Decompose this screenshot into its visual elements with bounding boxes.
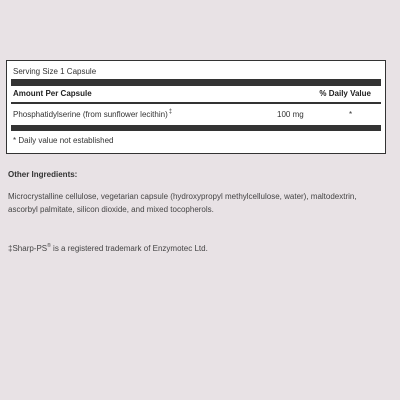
registered-mark: ®	[47, 243, 51, 249]
divider-thick-top	[11, 79, 381, 86]
amount-per-capsule-label: Amount Per Capsule	[13, 89, 92, 98]
divider-thin	[11, 102, 381, 104]
ingredient-name-text: Phosphatidylserine (from sunflower lecithin)	[13, 110, 168, 119]
supplement-facts-panel	[6, 60, 386, 154]
daily-value-label: % Daily Value	[319, 89, 371, 98]
ingredient-name	[13, 110, 172, 119]
other-ingredients-text: Microcrystalline cellulose, vegetarian capsule (hydroxypropyl methylcellulose, water), maltodextrin, ascorbyl palmitate, silicon dioxide, and mixed tocopherols.	[8, 192, 357, 214]
trademark-text: is a registered trademark of Enzymotec Ltd.	[50, 244, 208, 253]
other-ingredients-heading: Other Ingredients:	[8, 170, 78, 179]
serving-size: Serving Size 1 Capsule	[13, 67, 97, 76]
ingredient-amount: 100 mg	[277, 110, 304, 119]
trademark-note	[8, 244, 208, 253]
ingredient-daily-value: *	[349, 110, 353, 119]
ingredient-mark: ‡	[168, 109, 173, 115]
trademark-dagger: ‡	[8, 244, 13, 253]
daily-value-footnote: * Daily value not established	[13, 136, 114, 145]
trademark-brand: Sharp-PS	[12, 244, 48, 253]
divider-thick-bottom	[11, 125, 381, 131]
